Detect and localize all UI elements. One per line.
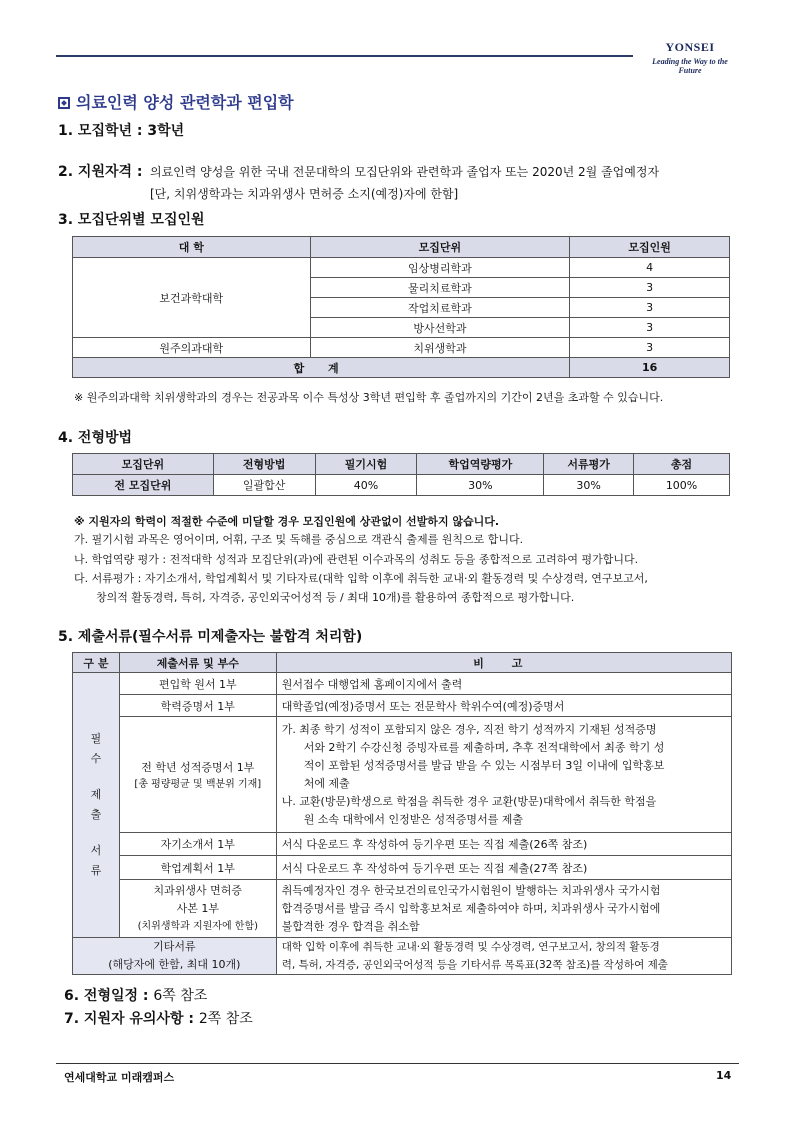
doc-line: [총 평량평균 및 백분위 기재] <box>134 779 262 790</box>
col-header: 서류평가 <box>544 454 634 475</box>
col-header: 전형방법 <box>213 454 315 475</box>
doc-cell <box>119 717 276 833</box>
item-2-line1: 의료인력 양성을 위한 국내 전문대학의 모집단위와 관련학과 졸업자 또는 2020년 2월 졸업예정자 <box>150 165 660 179</box>
note-line: 합격증명서를 발급 즉시 입학홍보처로 제출하여야 하며, 치과위생사 국가시험에 <box>281 901 661 915</box>
col-header-unit: 모집단위 <box>310 237 570 258</box>
item-6-label: 6. 전형일정 : <box>64 988 149 1004</box>
unit-cell: 치위생학과 <box>310 338 570 358</box>
category-char: 류 <box>90 864 102 877</box>
col-header: 학업역량평가 <box>417 454 544 475</box>
footer-university: 연세대학교 미래캠퍼스 <box>64 1071 175 1084</box>
count-cell: 3 <box>570 298 730 318</box>
note-cell <box>276 938 731 975</box>
item-7 <box>64 1008 253 1028</box>
logo-wordmark: YONSEI <box>665 40 715 54</box>
cell: 일괄합산 <box>213 475 315 496</box>
item-4-b: 나. 학업역량 평가 : 전적대학 성적과 모집단위(과)에 관련된 이수과목의 성취도 등을 종합적으로 고려하여 평가합니다. <box>74 553 639 566</box>
total-value: 16 <box>570 358 730 378</box>
doc-cell: 편입학 원서 1부 <box>119 673 276 695</box>
item-4-heading: 4. 전형방법 <box>58 430 133 446</box>
recruitment-table <box>72 236 730 378</box>
note-line: 불합격한 경우 합격을 취소함 <box>281 919 420 933</box>
total-label: 합 계 <box>73 358 570 378</box>
note-line: 원 소속 대학에서 인정받은 성적증명서를 제출 <box>303 812 524 826</box>
diamond-box-icon <box>58 97 70 109</box>
college-cell: 원주의과대학 <box>73 338 311 358</box>
note-line: 서와 2학기 수강신청 증빙자료를 제출하며, 추후 전적대학에서 최종 학기 성 <box>303 740 665 754</box>
footer-rule <box>56 1063 739 1064</box>
note-cell <box>276 717 731 833</box>
item-6-value: 6쪽 참조 <box>153 988 208 1004</box>
item-1-label: 1. 모집학년 : <box>58 123 143 139</box>
col-header: 총점 <box>634 454 730 475</box>
category-char: 수 <box>90 752 102 765</box>
note-line: 적이 포함된 성적증명서를 발급 받을 수 있는 시점부터 3일 이내에 입학홍보 <box>303 758 665 772</box>
note-cell: 원서접수 대행업체 홈페이지에서 출력 <box>276 673 731 695</box>
note-line: 나. 교환(방문)학생으로 학점을 취득한 경우 교환(방문)대학에서 취득한 학점을 <box>281 794 657 808</box>
page-number: 14 <box>716 1069 732 1082</box>
unit-cell: 방사선학과 <box>310 318 570 338</box>
note-line: 대학 입학 이후에 취득한 교내·외 활동경력 및 수상경력, 연구보고서, 창의적 활동경 <box>281 941 660 953</box>
doc-line: (해당자에 한함, 최대 10개) <box>108 958 241 971</box>
unit-cell: 작업치료학과 <box>310 298 570 318</box>
selection-table <box>72 453 730 496</box>
category-char: 서 <box>90 844 102 857</box>
item-4-c2: 창의적 활동경력, 특허, 자격증, 공인외국어성적 등 / 최대 10개)를 활용하여 종합적으로 평가합니다. <box>96 591 575 604</box>
unit-cell: 임상병리학과 <box>310 258 570 278</box>
col-header: 필기시험 <box>315 454 417 475</box>
doc-line: (치위생학과 지원자에 한함) <box>137 920 259 932</box>
doc-line: 기타서류 <box>153 940 196 953</box>
header-rule <box>56 55 633 57</box>
count-cell: 3 <box>570 318 730 338</box>
category-char: 출 <box>90 808 102 821</box>
item-2-line2: [단, 치위생학과는 치과위생사 면허증 소지(예정)자에 한함] <box>150 187 459 201</box>
note-cell: 서식 다운로드 후 작성하여 등기우편 또는 직접 제출(26쪽 참조) <box>276 833 731 856</box>
note-line: 력, 특허, 자격증, 공인외국어성적 등을 기타서류 목록표(32쪽 참조)를 작성하여 제출 <box>281 959 668 971</box>
category-char: 필 <box>90 732 102 745</box>
doc-cell: 학업계획서 1부 <box>119 856 276 880</box>
item-1 <box>58 120 184 140</box>
item-2-label: 2. 지원자격 : <box>58 164 143 180</box>
unit-cell: 물리치료학과 <box>310 278 570 298</box>
doc-cell-other <box>73 938 277 975</box>
item-4-warning: ※ 지원자의 학력이 적절한 수준에 미달할 경우 모집인원에 상관없이 선발하지 않습니다. <box>74 515 500 528</box>
doc-cell: 학력증명서 1부 <box>119 695 276 717</box>
item-3-heading: 3. 모집단위별 모집인원 <box>58 212 205 228</box>
col-header-college: 대 학 <box>73 237 311 258</box>
item-1-value: 3학년 <box>147 123 185 139</box>
col-header: 모집단위 <box>73 454 214 475</box>
note-cell: 대학졸업(예정)증명서 또는 전문학사 학위수여(예정)증명서 <box>276 695 731 717</box>
col-header-count: 모집인원 <box>570 237 730 258</box>
item-7-label: 7. 지원자 유의사항 : <box>64 1011 194 1027</box>
documents-table <box>72 652 732 975</box>
note-line: 가. 최종 학기 성적이 포함되지 않은 경우, 직전 학기 성적까지 기재된 성적증명 <box>281 722 657 736</box>
note-cell: 서식 다운로드 후 작성하여 등기우편 또는 직접 제출(27쪽 참조) <box>276 856 731 880</box>
category-cell <box>73 673 120 938</box>
cell: 100% <box>634 475 730 496</box>
item-3-note: ※ 원주의과대학 치위생학과의 경우는 전공과목 이수 특성상 3학년 편입학 후 졸업까지의 기간이 2년을 초과할 수 있습니다. <box>74 391 664 404</box>
section-title-text: 의료인력 양성 관련학과 편입학 <box>76 93 294 112</box>
section-title <box>58 90 294 113</box>
col-header: 제출서류 및 부수 <box>119 653 276 673</box>
note-line: 취득예정자인 경우 한국보건의료인국가시험원이 발행하는 치과위생사 국가시험 <box>281 883 661 897</box>
doc-cell <box>119 880 276 938</box>
note-cell <box>276 880 731 938</box>
item-4-a: 가. 필기시험 과목은 영어이며, 어휘, 구조 및 독해를 중심으로 객관식 출제를 원칙으로 합니다. <box>74 533 524 546</box>
cell: 30% <box>417 475 544 496</box>
doc-line: 전 학년 성적증명서 1부 <box>141 761 255 774</box>
yonsei-logo <box>640 40 740 75</box>
count-cell: 3 <box>570 338 730 358</box>
col-header: 비 고 <box>276 653 731 673</box>
item-6 <box>64 985 207 1005</box>
doc-line: 사본 1부 <box>176 901 219 915</box>
count-cell: 4 <box>570 258 730 278</box>
doc-cell: 자기소개서 1부 <box>119 833 276 856</box>
doc-line: 치과위생사 면허증 <box>153 883 243 897</box>
col-header: 구 분 <box>73 653 120 673</box>
logo-slogan: Leading the Way to the Future <box>652 57 728 75</box>
cell: 전 모집단위 <box>73 475 214 496</box>
item-4-c1: 다. 서류평가 : 자기소개서, 학업계획서 및 기타자료(대학 입학 이후에 취득한 교내·외 활동경력 및 수상경력, 연구보고서, <box>74 572 648 585</box>
item-7-value: 2쪽 참조 <box>198 1011 253 1027</box>
cell: 40% <box>315 475 417 496</box>
college-cell: 보건과학대학 <box>73 258 311 338</box>
item-5-heading: 5. 제출서류(필수서류 미제출자는 불합격 처리함) <box>58 629 363 645</box>
count-cell: 3 <box>570 278 730 298</box>
note-line: 처에 제출 <box>303 776 350 790</box>
cell: 30% <box>544 475 634 496</box>
category-char: 제 <box>90 788 102 801</box>
